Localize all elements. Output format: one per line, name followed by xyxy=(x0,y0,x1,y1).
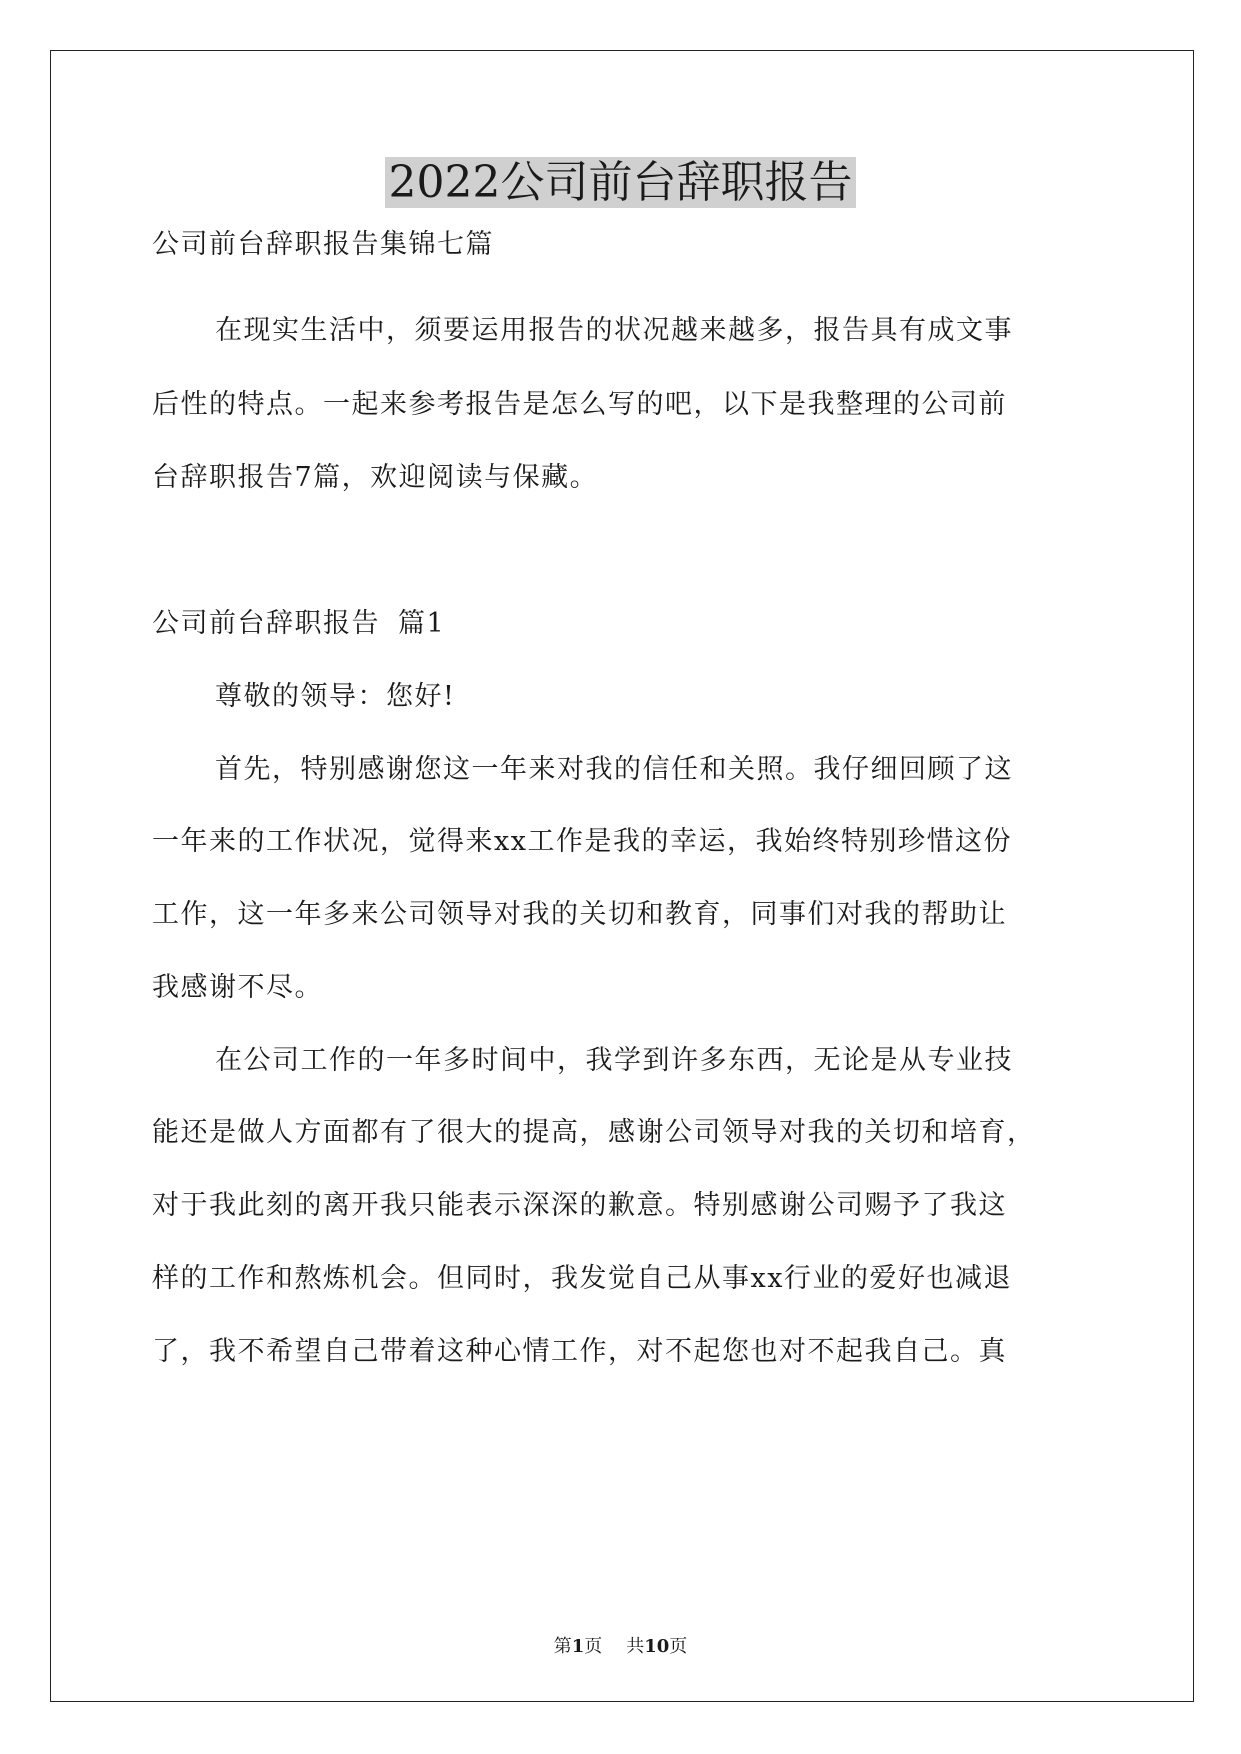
page-border xyxy=(50,50,1194,1702)
page-footer xyxy=(0,1635,1241,1659)
document-title-text: 2022公司前台辞职报告 xyxy=(385,157,857,208)
intro-line-1: 在现实生活中，须要运用报告的状况越来越多，报告具有成文事 xyxy=(215,315,1013,346)
page-suffix: 页 xyxy=(584,1636,603,1657)
section-heading xyxy=(152,604,445,644)
total-pages: 10 xyxy=(644,1636,670,1657)
paragraph1-line-1: 首先，特别感谢您这一年来对我的信任和关照。我仔细回顾了这 xyxy=(215,754,1013,785)
page-number: 1 xyxy=(571,1636,585,1657)
intro-line-3: 台辞职报告7篇，欢迎阅读与保藏。 xyxy=(152,462,599,493)
intro-line-2: 后性的特点。一起来参考报告是怎么写的吧，以下是我整理的公司前 xyxy=(152,389,1007,420)
document-subtitle: 公司前台辞职报告集锦七篇 xyxy=(152,229,494,260)
paragraph2-line-1: 在公司工作的一年多时间中，我学到许多东西，无论是从专业技 xyxy=(215,1045,1013,1076)
document-title xyxy=(0,153,1241,213)
paragraph1-line-3: 工作，这一年多来公司领导对我的关切和教育，同事们对我的帮助让 xyxy=(152,899,1007,930)
paragraph1-line-4: 我感谢不尽。 xyxy=(152,972,323,1003)
section-heading-number: 篇1 xyxy=(398,608,446,639)
paragraph1-line-2: 一年来的工作状况，觉得来xx工作是我的幸运，我始终特别珍惜这份 xyxy=(152,826,1012,857)
greeting: 尊敬的领导：您好! xyxy=(215,681,456,712)
total-suffix: 页 xyxy=(669,1636,688,1657)
paragraph2-line-4: 样的工作和熬炼机会。但同时，我发觉自己从事xx行业的爱好也减退 xyxy=(152,1263,1012,1294)
section-heading-title: 公司前台辞职报告 xyxy=(152,608,380,639)
total-prefix: 共 xyxy=(626,1636,645,1657)
paragraph2-line-5: 了，我不希望自己带着这种心情工作，对不起您也对不起我自己。真 xyxy=(152,1336,1007,1367)
paragraph2-line-3: 对于我此刻的离开我只能表示深深的歉意。特别感谢公司赐予了我这 xyxy=(152,1190,1007,1221)
page-prefix: 第 xyxy=(553,1636,572,1657)
paragraph2-line-2: 能还是做人方面都有了很大的提高，感谢公司领导对我的关切和培育， xyxy=(152,1117,1036,1148)
